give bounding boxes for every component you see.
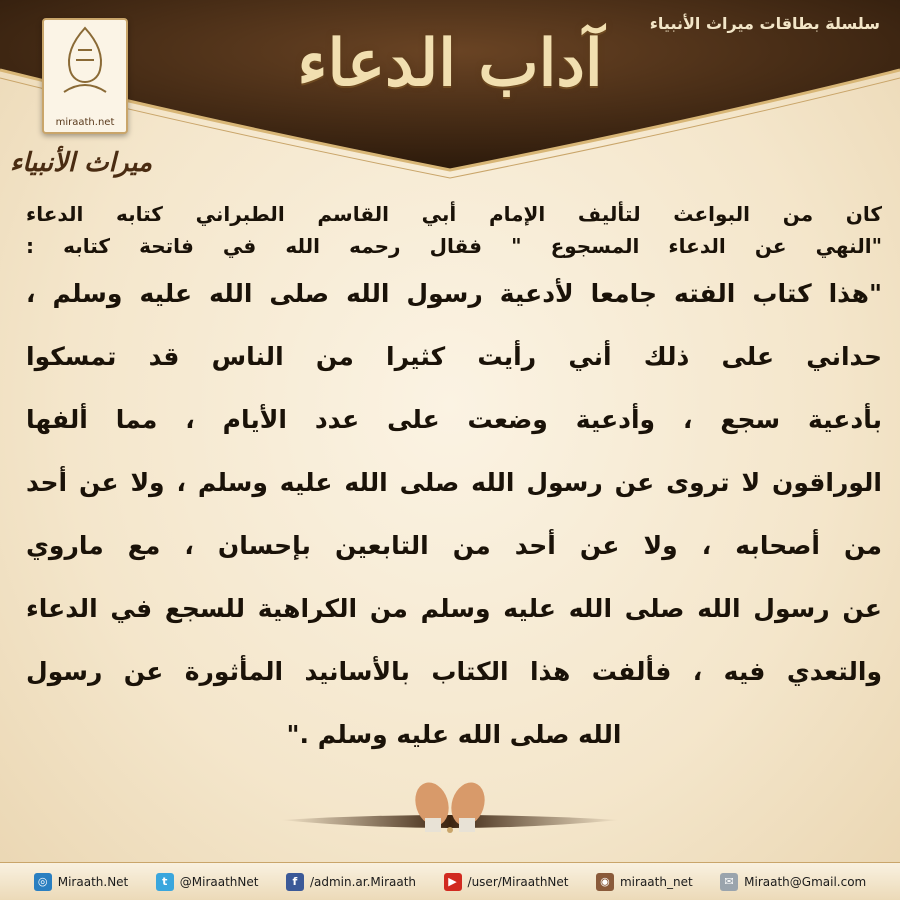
quote-line: "هذا كتاب الفته جامعا لأدعية رسول الله صلى الله عليه وسلم ، [26, 279, 882, 308]
logo[interactable] [42, 18, 128, 134]
header-banner [0, 0, 900, 190]
praying-hands-icon [0, 780, 900, 840]
email-icon: ✉ [720, 873, 738, 891]
quote-line: الله صلى الله عليه وسلم ." [286, 720, 622, 749]
contact-label: /user/MiraathNet [467, 874, 569, 889]
calligraphy-logo-icon [44, 20, 126, 110]
quote-line: حداني على ذلك أني رأيت كثيرا من الناس قد تمسكوا [26, 342, 882, 371]
ornament-divider [0, 780, 900, 840]
brand-name: ميراث الأنبياء [10, 148, 152, 178]
contact-youtube[interactable] [444, 873, 569, 891]
contact-label: miraath_net [619, 874, 693, 889]
facebook-icon: f [286, 873, 304, 891]
contact-instagram[interactable] [596, 873, 693, 891]
article-text [26, 198, 882, 766]
globe-icon: ◎ [34, 873, 52, 891]
quote-line: عن رسول الله صلى الله عليه وسلم من الكراهية للسجع في الدعاء [26, 594, 882, 623]
footer [0, 862, 900, 900]
quote-line: من أصحابه ، ولا عن أحد من التابعين بإحسان ، مع ماروي [26, 531, 882, 560]
contact-label: /admin.ar.Miraath [309, 874, 417, 889]
intro-line: "النهي عن الدعاء المسجوع " فقال رحمه الله في فاتحة كتابه : [26, 234, 882, 258]
quote-line: بأدعية سجع ، وأدعية وضعت على عدد الأيام ، مما ألفها [26, 405, 882, 434]
series-title: سلسلة بطاقات ميراث الأنبياء [649, 14, 880, 33]
instagram-icon: ◉ [596, 873, 614, 891]
contact-label: Miraath.Net [57, 874, 129, 889]
quote-line: والتعدي فيه ، فألفت هذا الكتاب بالأسانيد المأثورة عن رسول [26, 657, 882, 686]
contact-email[interactable] [720, 873, 866, 891]
youtube-icon: ▶ [444, 873, 462, 891]
contact-label: @MiraathNet [179, 874, 259, 889]
logo-site-label: miraath.net [55, 117, 115, 128]
contact-website[interactable] [34, 873, 129, 891]
contact-twitter[interactable] [156, 873, 259, 891]
contact-label: Miraath@Gmail.com [744, 874, 867, 889]
twitter-icon: t [156, 873, 174, 891]
intro-line: كان من البواعث لتأليف الإمام أبي القاسم الطبراني كتابه الدعاء [26, 202, 882, 226]
quote-line: الوراقون لا تروى عن رسول الله صلى الله عليه وسلم ، ولا عن أحد [26, 468, 882, 497]
page-title: آداب الدعاء [297, 26, 603, 101]
contact-facebook[interactable] [286, 873, 416, 891]
